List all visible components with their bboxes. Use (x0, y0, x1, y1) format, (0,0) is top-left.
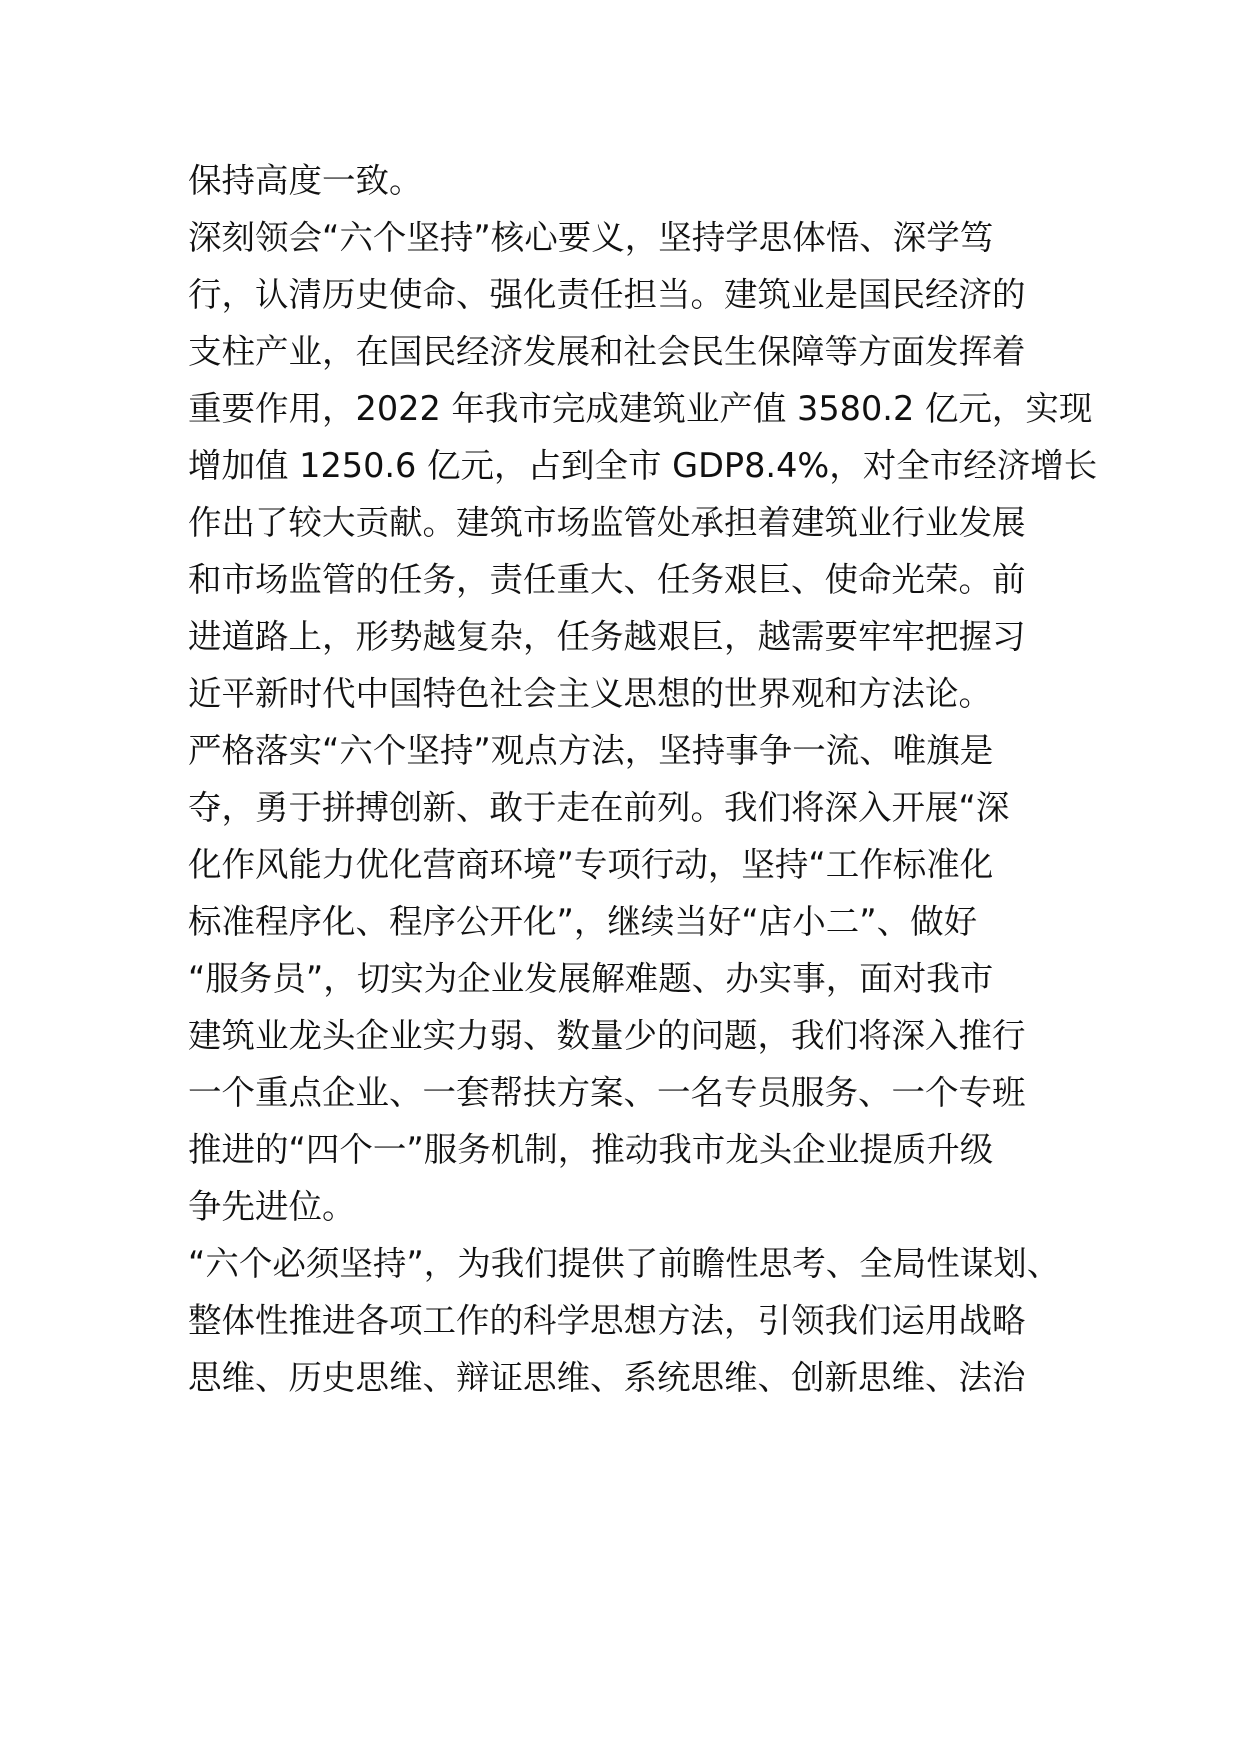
text-line: 保持高度一致。 (188, 161, 423, 200)
text-line: 严格落实“六个坚持”观点方法，坚持事争一流、唯旗是 (188, 731, 994, 770)
text-line: 建筑业龙头企业实力弱、数量少的问题，我们将深入推行 (188, 1016, 1026, 1055)
text-line: 整体性推进各项工作的科学思想方法，引领我们运用战略 (188, 1301, 1026, 1340)
text-line: 和市场监管的任务，责任重大、任务艰巨、使命光荣。前 (188, 560, 1026, 599)
text-line: 增加值 1250.6 亿元，占到全市 GDP8.4%，对全市经济增长 (188, 446, 1098, 485)
text-line: 标准程序化、程序公开化”，继续当好“店小二”、做好 (188, 902, 978, 941)
text-line: 争先进位。 (188, 1187, 356, 1226)
text-line: 推进的“四个一”服务机制，推动我市龙头企业提质升级 (188, 1130, 994, 1169)
text-line: 夺，勇于拼搏创新、敢于走在前列。我们将深入开展“深 (188, 788, 1010, 827)
text-line: 重要作用，2022 年我市完成建筑业产值 3580.2 亿元，实现 (188, 389, 1093, 428)
text-line: 进道路上，形势越复杂，任务越艰巨，越需要牢牢把握习 (188, 617, 1026, 656)
text-line: 近平新时代中国特色社会主义思想的世界观和方法论。 (188, 674, 992, 713)
text-line: 思维、历史思维、辩证思维、系统思维、创新思维、法治 (188, 1358, 1026, 1397)
text-line: 一个重点企业、一套帮扶方案、一名专员服务、一个专班 (188, 1073, 1026, 1112)
text-line: 作出了较大贡献。建筑市场监管处承担着建筑业行业发展 (188, 503, 1026, 542)
text-line: “服务员”，切实为企业发展解难题、办实事，面对我市 (188, 959, 994, 998)
text-line: 支柱产业，在国民经济发展和社会民生保障等方面发挥着 (188, 332, 1026, 371)
text-line: 行，认清历史使命、强化责任担当。建筑业是国民经济的 (188, 275, 1026, 314)
text-line: 深刻领会“六个坚持”核心要义，坚持学思体悟、深学笃 (188, 218, 994, 257)
text-line: “六个必须坚持”，为我们提供了前瞻性思考、全局性谋划、 (188, 1244, 1061, 1283)
text-line: 化作风能力优化营商环境”专项行动，坚持“工作标准化 (188, 845, 994, 884)
